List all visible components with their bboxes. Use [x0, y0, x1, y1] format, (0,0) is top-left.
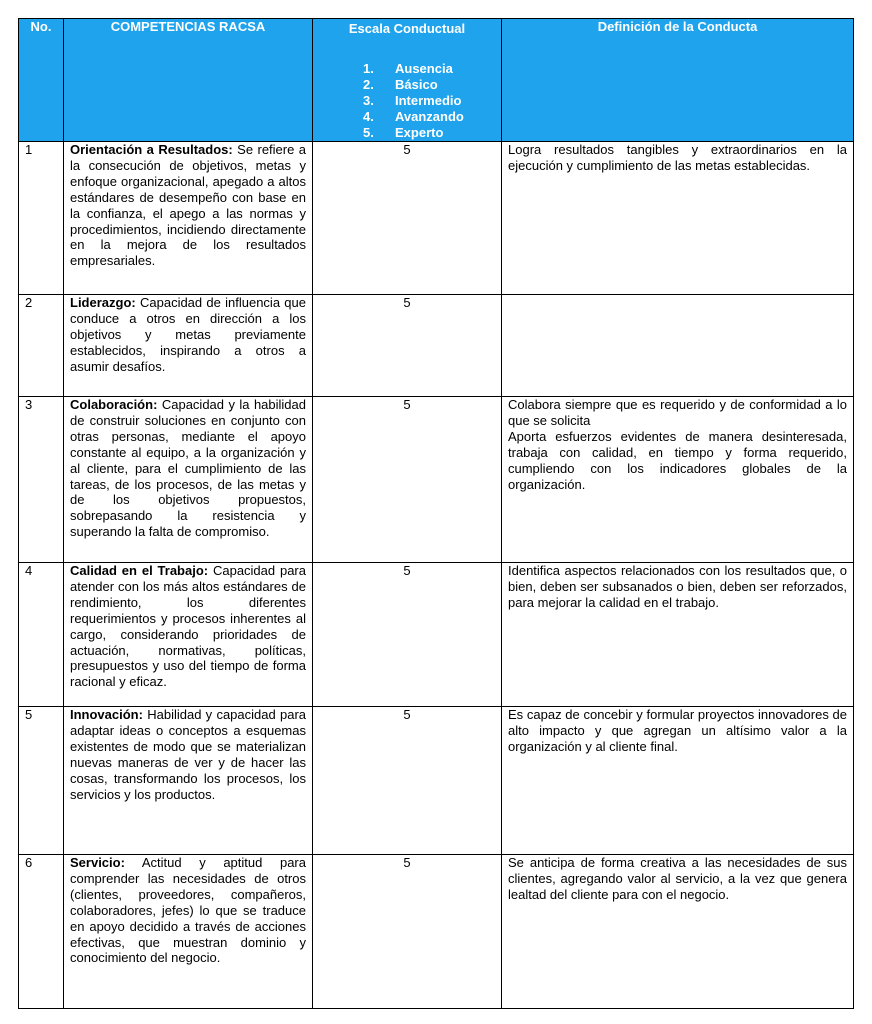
escala-level-label: Ausencia: [395, 61, 453, 76]
row-number: 3: [19, 397, 64, 563]
competencia-cell: [64, 397, 313, 563]
escala-level: [363, 109, 495, 125]
competencia-description: Capacidad y la habilidad de construir soluciones en conjunto con otras personas, mediante el apoyo constante al equipo, a la organización y al cliente, para el cumplimiento de las tareas, de los procesos, de las metas y de los objetivos propuestos, sobrepasando la resistencia y superando la falta de compromiso.: [70, 397, 306, 540]
row-number: 2: [19, 295, 64, 397]
competencia-name: Liderazgo:: [70, 295, 136, 310]
definicion-text: Identifica aspectos relacionados con los resultados que, o bien, deben ser subsanados o bien, deben ser reforzados, para mejorar la calidad en el trabajo.: [508, 563, 847, 610]
escala-value: 5: [313, 855, 502, 1009]
competencia-cell: [64, 142, 313, 295]
escala-level: [363, 125, 495, 141]
header-competencias: COMPETENCIAS RACSA: [64, 19, 313, 142]
competencia-cell: [64, 295, 313, 397]
table-header-row: [19, 19, 854, 142]
header-definicion: Definición de la Conducta: [502, 19, 854, 142]
escala-level-num: 1.: [363, 61, 374, 76]
competencias-table: [18, 18, 854, 1009]
header-no: No.: [19, 19, 64, 142]
table-row: [19, 142, 854, 295]
definicion-cell: [502, 142, 854, 295]
definicion-text: Colabora siempre que es requerido y de conformidad a lo que se solicita: [508, 397, 847, 428]
escala-level-num: 4.: [363, 109, 374, 124]
definicion-cell: [502, 295, 854, 397]
header-escala: [313, 19, 502, 142]
competencia-description: Habilidad y capacidad para adaptar ideas o conceptos a esquemas existentes de modo que se materializan nuevas maneras de ver y de hacer las cosas, transformando los procesos, los servicios y los productos.: [70, 707, 306, 802]
escala-level-num: 5.: [363, 125, 374, 140]
definicion-text: Se anticipa de forma creativa a las necesidades de sus clientes, agregando valor al servicio, a la vez que genera lealtad del cliente para con el negocio.: [508, 855, 847, 902]
escala-value: 5: [313, 563, 502, 707]
competencia-cell: [64, 563, 313, 707]
competencia-description: Capacidad de influencia que conduce a otros en dirección a los objetivos y metas previamente establecidos, inspirando a otros a asumir desafíos.: [70, 295, 306, 374]
escala-level-label: Básico: [395, 77, 438, 92]
definicion-cell: [502, 563, 854, 707]
competencia-cell: [64, 707, 313, 855]
escala-level-label: Avanzando: [395, 109, 464, 124]
escala-value: 5: [313, 397, 502, 563]
competencia-description: Capacidad para atender con los más altos estándares de rendimiento, los diferentes requerimientos y procesos inherentes al cargo, considerando prioridades de actuación, normativas, políticas, presupuestos y uso del tiempo de forma racional y eficaz.: [70, 563, 306, 690]
escala-level: [363, 93, 495, 109]
definicion-text: Es capaz de concebir y formular proyectos innovadores de alto impacto y que agregan un altísimo valor a la organización y al cliente final.: [508, 707, 847, 754]
escala-value: 5: [313, 142, 502, 295]
escala-value: 5: [313, 707, 502, 855]
definicion-cell: [502, 707, 854, 855]
definicion-text: Logra resultados tangibles y extraordinarios en la ejecución y cumplimiento de las metas establecidas.: [508, 142, 847, 173]
competencia-description: Se refiere a la consecución de objetivos, metas y enfoque organizacional, apegado a altos estándares de desempeño con base en la confianza, el apego a las normas y procedimientos, incidiendo directamente en la mejora de los resultados empresariales.: [70, 142, 306, 269]
table-row: [19, 563, 854, 707]
table-row: [19, 707, 854, 855]
definicion-cell: [502, 397, 854, 563]
competencia-name: Colaboración:: [70, 397, 158, 412]
escala-value: 5: [313, 295, 502, 397]
competencia-name: Orientación a Resultados:: [70, 142, 233, 157]
row-number: 6: [19, 855, 64, 1009]
definicion-cell: [502, 855, 854, 1009]
escala-level-num: 3.: [363, 93, 374, 108]
escala-level-label: Experto: [395, 125, 444, 140]
table-row: [19, 855, 854, 1009]
table-row: [19, 295, 854, 397]
escala-level-label: Intermedio: [395, 93, 462, 108]
row-number: 1: [19, 142, 64, 295]
escala-level-num: 2.: [363, 77, 374, 92]
competencia-cell: [64, 855, 313, 1009]
row-number: 4: [19, 563, 64, 707]
table-row: [19, 397, 854, 563]
row-number: 5: [19, 707, 64, 855]
definicion-text: Aporta esfuerzos evidentes de manera desinteresada, trabaja con calidad, en tiempo y forma requerido, cumpliendo con los indicadores globales de la organización.: [508, 428, 847, 492]
competencia-description: Actitud y aptitud para comprender las necesidades de otros (clientes, proveedores, compañeros, colaboradores, jefes) lo que se traduce en apoyo decidido a través de acciones efectivas, que muestran dominio y conocimiento del negocio.: [70, 855, 306, 966]
escala-title: Escala Conductual: [348, 21, 466, 36]
escala-level: [363, 77, 495, 93]
competencia-name: Servicio:: [70, 855, 125, 870]
escala-levels-list: [319, 61, 495, 141]
escala-level: [363, 61, 495, 77]
competencia-name: Calidad en el Trabajo:: [70, 563, 209, 578]
competencia-name: Innovación:: [70, 707, 143, 722]
